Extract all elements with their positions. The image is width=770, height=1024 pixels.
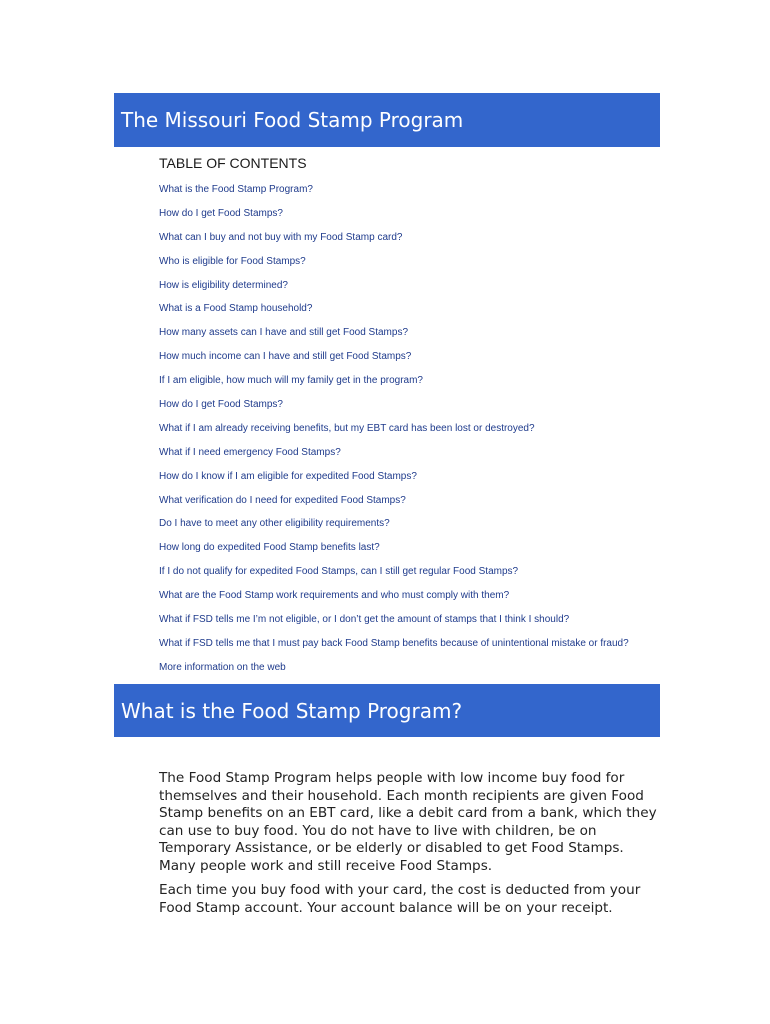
- toc-link[interactable]: What are the Food Stamp work requirements and who must comply with them?: [159, 590, 510, 602]
- toc-link[interactable]: What if I am already receiving benefits, but my EBT card has been lost or destroyed?: [159, 422, 535, 434]
- toc-link[interactable]: How long do expedited Food Stamp benefits last?: [159, 542, 380, 554]
- toc-link[interactable]: What if FSD tells me I’m not eligible, or I don’t get the amount of stamps that I think I should?: [159, 614, 570, 626]
- toc-link[interactable]: Who is eligible for Food Stamps?: [159, 255, 306, 267]
- section-heading: What is the Food Stamp Program?: [121, 698, 463, 723]
- toc-link[interactable]: How do I get Food Stamps?: [159, 399, 283, 411]
- section-paragraph: Each time you buy food with your card, the cost is deducted from your Food Stamp account. Your account balance will be on your receipt.: [159, 882, 641, 916]
- toc-link[interactable]: What if FSD tells me that I must pay back Food Stamp benefits because of unintentional mistake or fraud?: [159, 637, 629, 649]
- toc-link[interactable]: What is the Food Stamp Program?: [159, 184, 313, 195]
- toc-link[interactable]: More information on the web: [159, 661, 286, 673]
- page-title: The Missouri Food Stamp Program: [121, 108, 464, 132]
- toc-link[interactable]: How do I know if I am eligible for expedited Food Stamps?: [159, 470, 417, 482]
- toc-link[interactable]: If I do not qualify for expedited Food Stamps, can I still get regular Food Stamps?: [159, 566, 519, 578]
- toc-link[interactable]: How is eligibility determined?: [159, 279, 288, 291]
- table-of-contents: [159, 182, 629, 684]
- toc-link[interactable]: How much income can I have and still get Food Stamps?: [159, 351, 412, 363]
- toc-link[interactable]: How do I get Food Stamps?: [159, 207, 283, 219]
- page-title-banner: [114, 93, 660, 147]
- toc-link[interactable]: What is a Food Stamp household?: [159, 303, 313, 315]
- toc-link[interactable]: What if I need emergency Food Stamps?: [159, 446, 341, 458]
- toc-link[interactable]: What can I buy and not buy with my Food Stamp card?: [159, 231, 403, 243]
- toc-link[interactable]: Do I have to meet any other eligibility requirements?: [159, 518, 390, 530]
- toc-heading: TABLE OF CONTENTS: [159, 155, 307, 171]
- toc-link[interactable]: What verification do I need for expedited Food Stamps?: [159, 494, 406, 506]
- section-paragraph: The Food Stamp Program helps people with low income buy food for themselves and their household. Each month recipients are given Food Stamp benefits on an EBT card, like a debit card from a bank, which they can use to buy food. You do not have to live with children, be on Temporary Assistance, or be elderly or disabled to get Food Stamps. Many people work and still receive Food Stamps.: [159, 770, 657, 874]
- toc-link[interactable]: How many assets can I have and still get Food Stamps?: [159, 327, 409, 339]
- toc-link[interactable]: If I am eligible, how much will my family get in the program?: [159, 375, 423, 387]
- section-heading-banner: [114, 684, 660, 737]
